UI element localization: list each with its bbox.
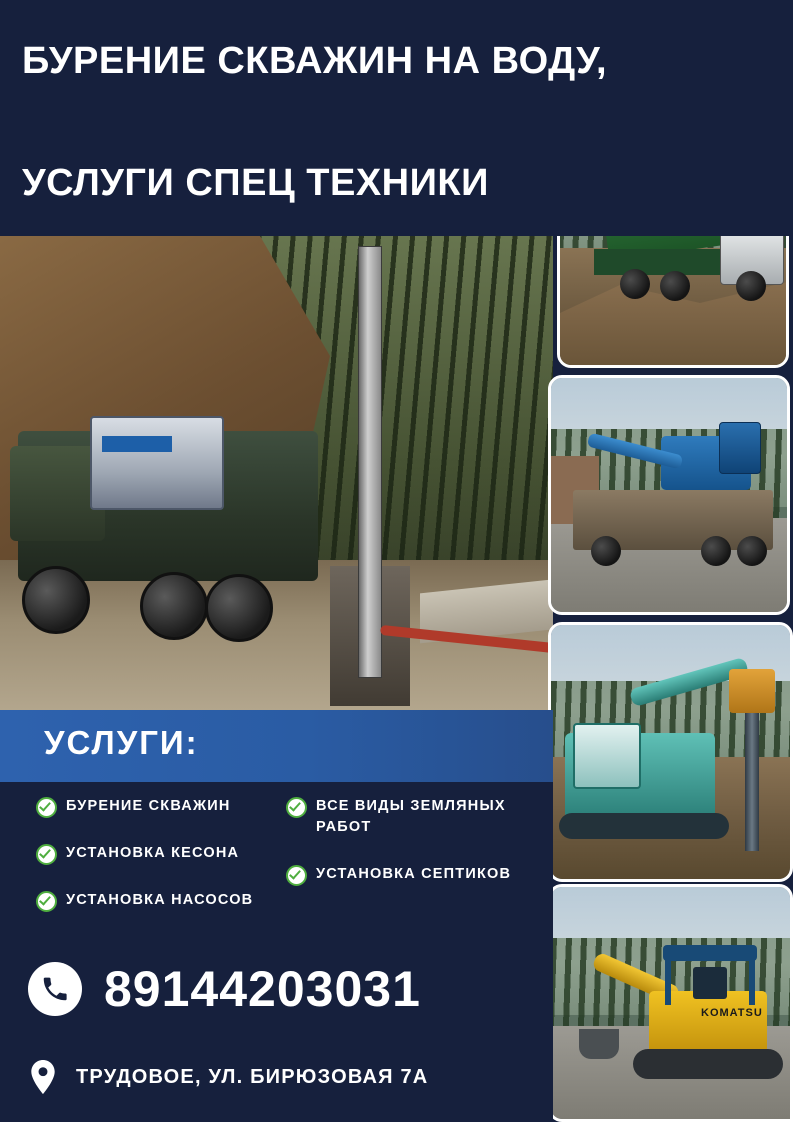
phone-icon	[28, 962, 82, 1016]
truck-wheel	[701, 536, 731, 566]
services-column-left	[36, 796, 276, 937]
service-label: УСТАНОВКА СЕПТИКОВ	[316, 866, 512, 883]
truck-wheel	[620, 269, 650, 299]
excavator-track	[633, 1049, 783, 1079]
truck-wheel	[737, 536, 767, 566]
truck-wheel	[660, 271, 690, 301]
truck-wheel	[22, 566, 90, 634]
excavator-track	[559, 813, 729, 839]
map-pin-icon	[28, 1058, 58, 1096]
check-icon	[36, 844, 57, 865]
services-bar	[0, 710, 553, 782]
excavator-cab	[573, 723, 641, 789]
brand-label: KOMATSU	[701, 1007, 763, 1019]
check-icon	[286, 797, 307, 818]
photo-drill-excavator	[548, 622, 793, 882]
photo-mini-excavator	[548, 884, 793, 1122]
check-icon	[36, 797, 57, 818]
drill-rod	[745, 711, 759, 851]
service-item	[36, 890, 276, 911]
services-column-right	[286, 796, 556, 911]
operator-seat	[693, 967, 727, 999]
main-drilling-photo	[0, 236, 553, 710]
check-icon	[36, 891, 57, 912]
phone-contact[interactable]	[28, 960, 421, 1018]
truck-wheel	[205, 574, 273, 642]
excavator-cab	[719, 422, 761, 474]
truck-wheel	[140, 572, 208, 640]
equipment-stripe	[102, 436, 172, 452]
drill-mast	[358, 246, 382, 678]
address-contact	[28, 1058, 428, 1096]
check-icon	[286, 865, 307, 886]
truck-wheel	[736, 271, 766, 301]
phone-number[interactable]: 89144203031	[104, 961, 421, 1017]
title-line-2: УСЛУГИ СПЕЦ ТЕХНИКИ	[22, 161, 489, 204]
address-text: ТРУДОВОЕ, УЛ. БИРЮЗОВАЯ 7А	[76, 1065, 429, 1088]
service-label: ВСЕ ВИДЫ ЗЕМЛЯНЫХ РАБОТ	[316, 798, 506, 836]
excavator-bucket	[579, 1029, 619, 1059]
service-item	[286, 864, 556, 885]
service-label: УСТАНОВКА КЕСОНА	[66, 845, 240, 862]
title-line-1: БУРЕНИЕ СКВАЖИН НА ВОДУ,	[22, 40, 608, 82]
cab-roof	[663, 945, 757, 961]
service-item	[286, 796, 556, 838]
service-label: БУРЕНИЕ СКВАЖИН	[66, 798, 231, 814]
service-item	[36, 796, 276, 817]
cab-post	[749, 957, 755, 1005]
service-item	[36, 843, 276, 864]
page-title	[22, 40, 722, 205]
drill-head	[729, 669, 775, 713]
cab-post	[665, 957, 671, 1005]
header	[0, 0, 793, 236]
drill-equipment-panel	[90, 416, 224, 510]
truck-wheel	[591, 536, 621, 566]
services-heading: УСЛУГИ:	[44, 724, 199, 761]
photo-excavator-on-truck	[548, 375, 790, 615]
service-label: УСТАНОВКА НАСОСОВ	[66, 892, 254, 909]
